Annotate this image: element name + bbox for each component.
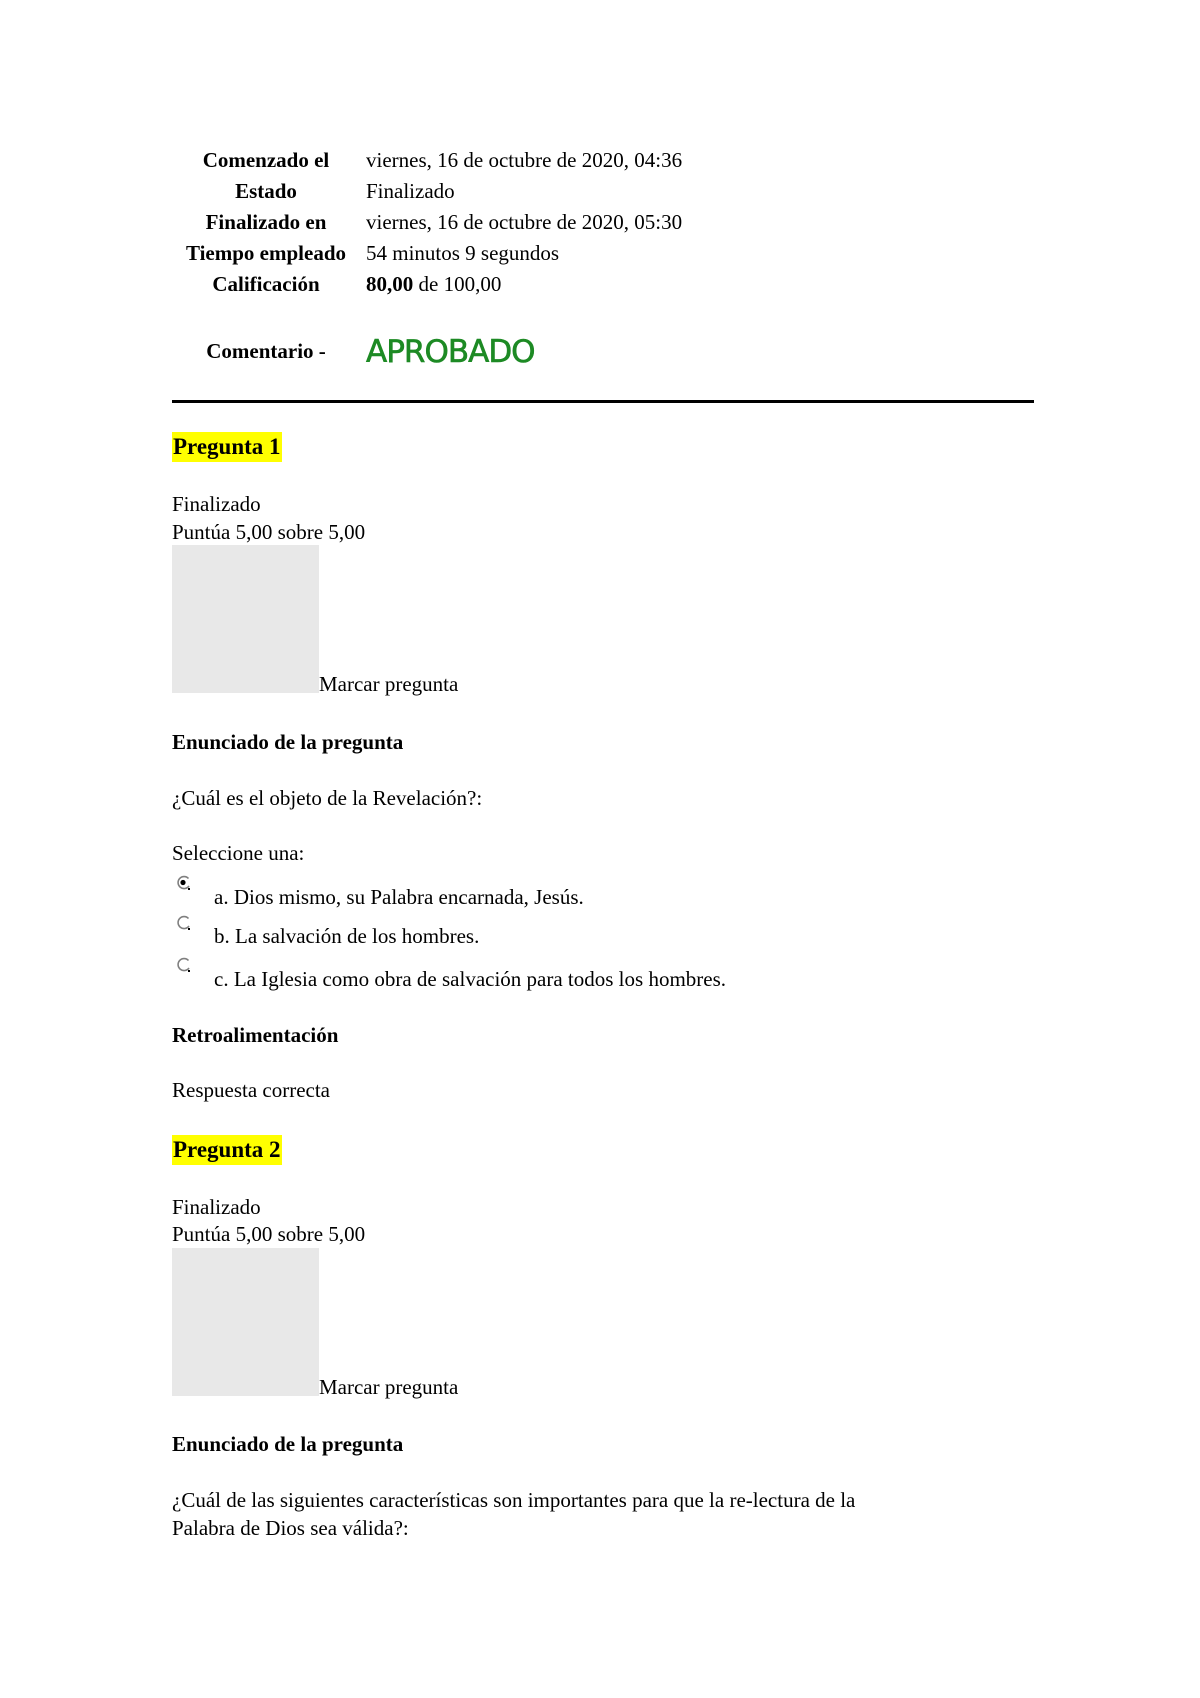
feedback-heading: Retroalimentación [172, 1023, 339, 1047]
comment-approved-text: APROBADO [366, 334, 535, 370]
option-a-label[interactable]: a. Dios mismo, su Palabra encarnada, Jesús. [214, 885, 584, 909]
grade-score: 80,00 [366, 272, 414, 296]
statement-heading: Enunciado de la pregunta [172, 1432, 404, 1456]
radio-unselected-icon[interactable] [175, 956, 192, 973]
statement-heading: Enunciado de la pregunta [172, 730, 404, 754]
question-text-line-2: Palabra de Dios sea válida?: [172, 1516, 409, 1540]
time-taken-label: Tiempo empleado [185, 241, 347, 265]
select-prompt: Seleccione una: [172, 841, 305, 865]
flag-question-link[interactable]: Marcar pregunta [319, 1375, 459, 1399]
flag-question-link[interactable]: Marcar pregunta [319, 672, 459, 696]
question-title: Pregunta 1 [172, 432, 282, 462]
finished-value: viernes, 16 de octubre de 2020, 05:30 [366, 210, 683, 234]
question-title: Pregunta 2 [172, 1135, 282, 1165]
option-b-label[interactable]: b. La salvación de los hombres. [214, 924, 480, 948]
question-text-line-1: ¿Cuál de las siguientes características son importantes para que la re-lectura de la [172, 1488, 856, 1512]
finished-label: Finalizado en [205, 210, 327, 234]
question-text: ¿Cuál es el objeto de la Revelación?: [172, 786, 483, 810]
question-status: Finalizado [172, 492, 261, 516]
state-value: Finalizado [366, 179, 455, 203]
question-score: Puntúa 5,00 sobre 5,00 [172, 1222, 366, 1246]
grade-value [366, 272, 501, 296]
started-value: viernes, 16 de octubre de 2020, 04:36 [366, 148, 683, 172]
radio-selected-icon[interactable] [175, 874, 192, 891]
grade-total: de 100,00 [418, 272, 502, 296]
radio-unselected-icon[interactable] [175, 914, 192, 931]
state-label: Estado [235, 179, 297, 203]
question-score: Puntúa 5,00 sobre 5,00 [172, 520, 366, 544]
grade-label: Calificación [212, 272, 320, 296]
flag-image-placeholder[interactable] [172, 545, 319, 693]
question-status: Finalizado [172, 1195, 261, 1219]
started-label: Comenzado el [202, 148, 330, 172]
comment-label: Comentario - [206, 339, 326, 363]
feedback-text: Respuesta correcta [172, 1078, 331, 1102]
horizontal-divider [172, 400, 1034, 403]
flag-image-placeholder[interactable] [172, 1248, 319, 1396]
option-c-label[interactable]: c. La Iglesia como obra de salvación para todos los hombres. [214, 967, 727, 991]
time-taken-value: 54 minutos 9 segundos [366, 241, 560, 265]
